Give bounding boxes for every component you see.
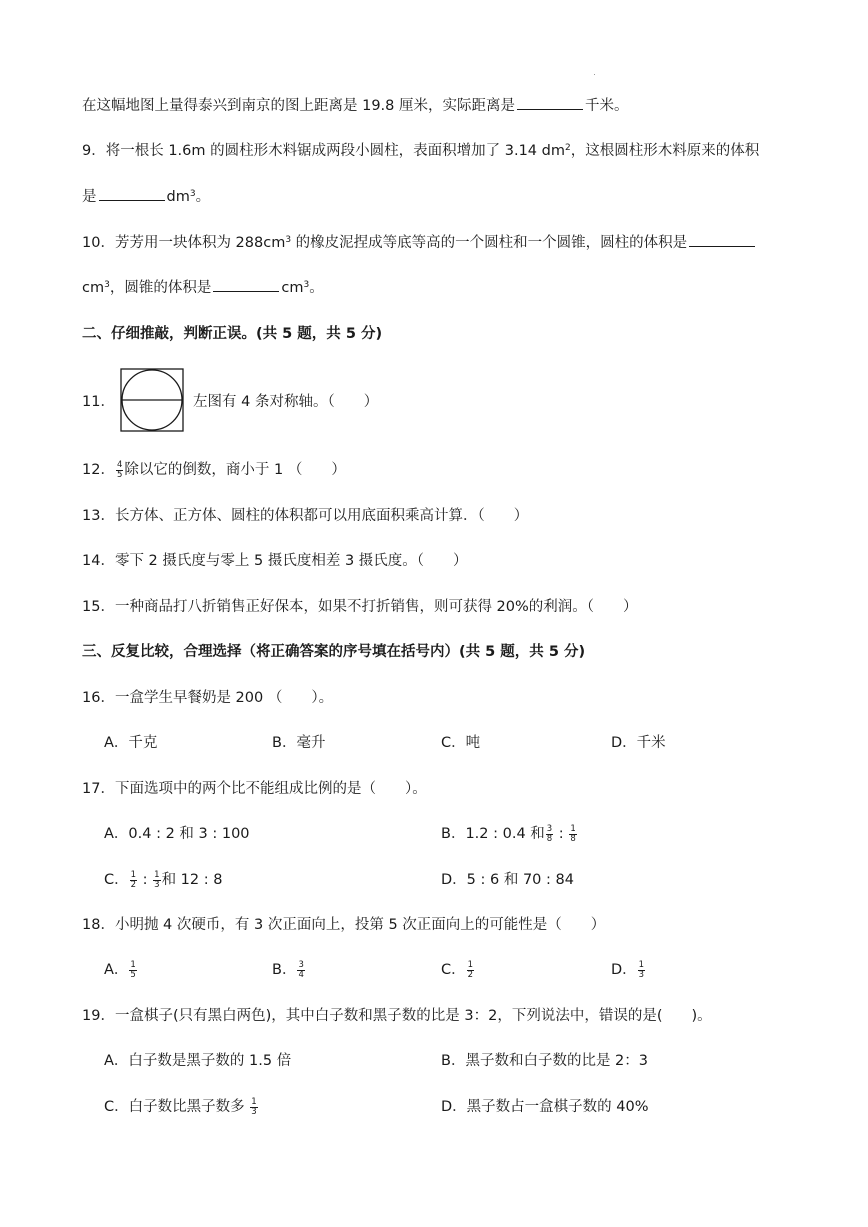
option-d[interactable]: D．黑子数占一盒棋子数的 40% xyxy=(441,1099,649,1115)
question-8: 在这幅地图上量得泰兴到南京的图上距离是 19.8 厘米，实际距离是 千米。 xyxy=(82,95,629,117)
section-3-heading: 三、反复比较，合理选择（将正确答案的序号填在括号内）(共 5 题，共 5 分) xyxy=(82,644,586,660)
fraction: $\frac{4}{5}$ xyxy=(116,459,123,480)
section-2-heading: 二、仔细推敲，判断正误。(共 5 题，共 5 分) xyxy=(82,326,383,342)
answer-blank[interactable] xyxy=(689,232,755,247)
question-10: 10．芳芳用一块体积为 $288cm^3$ 的橡皮泥捏成等底等高的一个圆柱和一个圆锥，圆柱的体积是 xyxy=(82,232,757,254)
fraction: $\frac{1}{2}$ xyxy=(130,869,137,890)
fraction: $\frac{1}{3}$ xyxy=(638,959,645,980)
option-d[interactable]: D．5 : 6 和 70 : 84 xyxy=(441,872,574,888)
question-10-line2: $cm^3$，圆锥的体积是 $cm^3$。 xyxy=(82,277,324,299)
option-a[interactable]: A． $\frac{1}{5}$ xyxy=(104,959,136,980)
question-13: 13．长方体、正方体、圆柱的体积都可以用底面积乘高计算．（ ） xyxy=(82,508,529,524)
fraction: $\frac{1}{8}$ xyxy=(570,823,576,844)
option-c[interactable]: C． $\frac{1}{2}$ xyxy=(441,959,474,980)
fraction: $\frac{3}{4}$ xyxy=(298,959,304,980)
option-c[interactable]: C． $\frac{1}{2}$ : $\frac{1}{3}$ 和 12 : 8 xyxy=(104,869,223,890)
question-11-text: 左图有 4 条对称轴。（ ） xyxy=(193,394,379,410)
option-b[interactable]: B． $\frac{3}{4}$ xyxy=(272,959,304,980)
option-b[interactable]: B．黑子数和白子数的比是 2：3 xyxy=(441,1053,649,1069)
option-a[interactable]: A．0.4 : 2 和 3 : 100 xyxy=(104,826,250,842)
answer-blank[interactable] xyxy=(517,95,583,110)
option-d[interactable]: D．千米 xyxy=(611,735,666,751)
question-12: 12． $\frac{4}{5}$ 除以它的倒数，商小于 1 （ ） xyxy=(82,459,346,480)
question-18: 18．小明抛 4 次硬币，有 3 次正面向上，投第 5 次正面向上的可能性是（ ） xyxy=(82,917,606,933)
answer-blank[interactable] xyxy=(99,186,165,201)
option-b[interactable]: B．1.2 : 0.4 和 $\frac{3}{8}$ : $\frac{1}{8}$ xyxy=(441,823,576,844)
answer-blank[interactable] xyxy=(213,277,279,292)
question-9-line2: 是 $dm^3$。 xyxy=(82,186,210,208)
question-16: 16．一盒学生早餐奶是 200 （ ）。 xyxy=(82,690,334,706)
question-9: 9．将一根长 1.6m 的圆柱形木料锯成两段小圆柱，表面积增加了 3.14 $dm^2$，这根圆柱形木料原来的体积 xyxy=(82,143,760,159)
option-d[interactable]: D． $\frac{1}{3}$ xyxy=(611,959,645,980)
fraction: $\frac{1}{5}$ xyxy=(130,959,136,980)
fraction: $\frac{3}{8}$ xyxy=(546,823,553,844)
question-15: 15．一种商品打八折销售正好保本，如果不打折销售，则可获得 20%的利润。（ ） xyxy=(82,599,638,615)
option-b[interactable]: B．毫升 xyxy=(272,735,326,751)
fraction: $\frac{1}{2}$ xyxy=(467,959,474,980)
fraction: $\frac{1}{3}$ xyxy=(154,869,160,890)
option-a[interactable]: A．千克 xyxy=(104,735,158,751)
question-17: 17．下面选项中的两个比不能组成比例的是（ ）。 xyxy=(82,781,427,797)
question-11: 11． xyxy=(82,394,115,410)
fraction: $\frac{1}{3}$ xyxy=(251,1096,257,1117)
question-14: 14．零下 2 摄氏度与零上 5 摄氏度相差 3 摄氏度。（ ） xyxy=(82,553,468,569)
option-a[interactable]: A．白子数是黑子数的 1.5 倍 xyxy=(104,1053,292,1069)
page-dot xyxy=(594,74,595,75)
option-c[interactable]: C．白子数比黑子数多 $\frac{1}{3}$ xyxy=(104,1096,257,1117)
circle-in-square-figure xyxy=(120,368,184,432)
option-c[interactable]: C．吨 xyxy=(441,735,481,751)
question-19: 19．一盒棋子(只有黑白两色)，其中白子数和黑子数的比是 3：2，下列说法中，错误的是( )。 xyxy=(82,1008,712,1024)
